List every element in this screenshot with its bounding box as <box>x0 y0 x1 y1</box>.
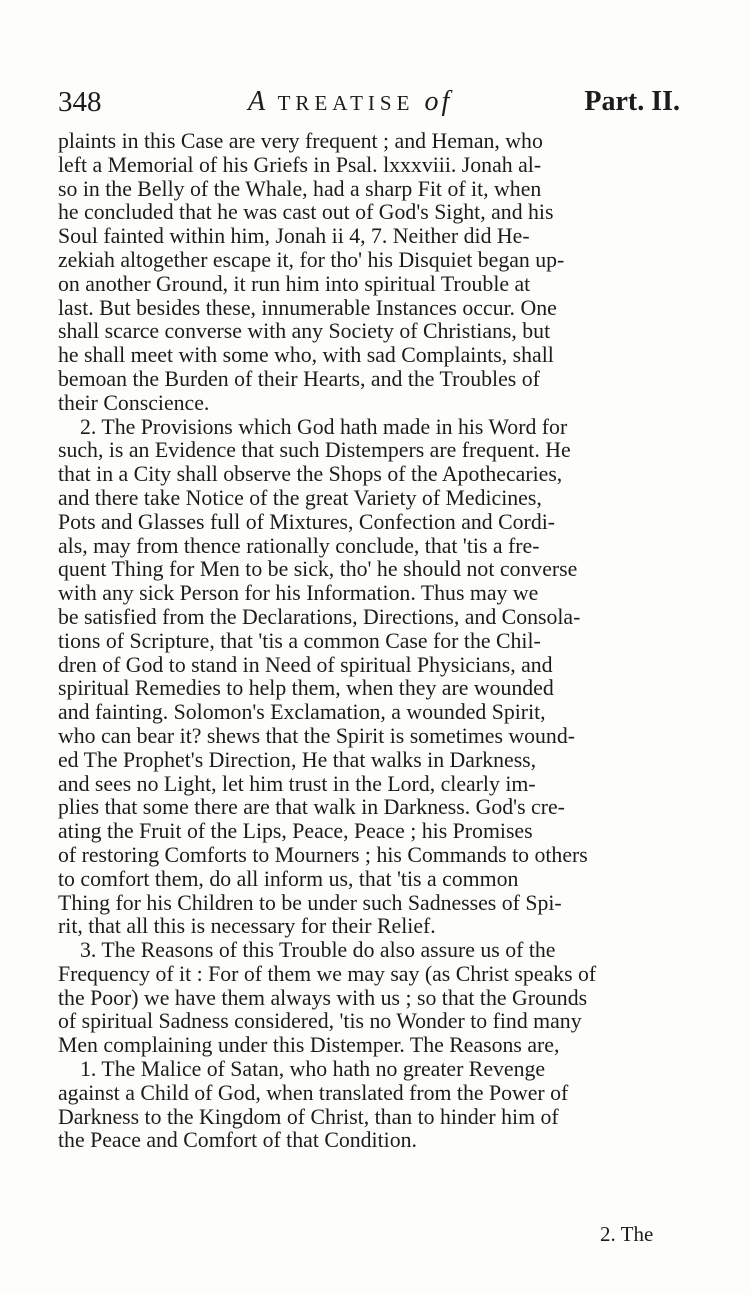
text-line: Frequency of it : For of them we may say (as Christ speaks of <box>58 962 597 986</box>
running-title <box>248 86 452 118</box>
text-line: 2. The Provisions which God hath made in his Word for <box>80 415 568 439</box>
text-line: shall scarce converse with any Society of Christians, but <box>58 320 551 344</box>
text-line: he concluded that he was cast out of God's Sight, and his <box>58 201 554 225</box>
text-line: last. But besides these, innumerable Instances occur. One <box>58 296 557 320</box>
text-line: of restoring Comforts to Mourners ; his Commands to others <box>58 843 588 867</box>
page-number: 348 <box>58 86 102 118</box>
text-line: so in the Belly of the Whale, had a sharp Fit of it, when <box>58 177 542 201</box>
text-line: bemoan the Burden of their Hearts, and the Troubles of <box>58 367 540 391</box>
title-initial: A <box>248 86 268 117</box>
text-line: plaints in this Case are very frequent ; and Heman, who <box>58 130 543 153</box>
text-line: who can bear it? shews that the Spirit is sometimes wound- <box>58 724 575 748</box>
text-line: the Peace and Comfort of that Condition. <box>58 1129 417 1153</box>
text-line: dren of God to stand in Need of spiritual Physicians, and <box>58 653 553 677</box>
text-line: Soul fainted within him, Jonah ii 4, 7. Neither did He- <box>58 225 530 249</box>
text-line: als, may from thence rationally conclude, that 'tis a fre- <box>58 534 540 558</box>
title-word: TREATISE <box>277 91 415 115</box>
text-line: quent Thing for Men to be sick, tho' he should not converse <box>58 558 578 582</box>
text-line: and there take Notice of the great Variety of Medicines, <box>58 486 542 510</box>
text-line: 3. The Reasons of this Trouble do also assure us of the <box>80 939 556 963</box>
body-text <box>58 130 682 1153</box>
text-line: Thing for his Children to be under such Sadnesses of Spi- <box>58 891 562 915</box>
text-line: ating the Fruit of the Lips, Peace, Peace ; his Promises <box>58 820 533 844</box>
catchword: 2. The <box>600 1222 654 1246</box>
text-line: the Poor) we have them always with us ; so that the Grounds <box>58 986 588 1010</box>
text-line: of spiritual Sadness considered, 'tis no Wonder to find many <box>58 1010 582 1034</box>
text-line: Pots and Glasses full of Mixtures, Confection and Cordi- <box>58 510 556 534</box>
text-line: against a Child of God, when translated from the Power of <box>58 1081 569 1105</box>
text-line: with any sick Person for his Information. Thus may we <box>58 582 539 606</box>
text-line: and fainting. Solomon's Exclamation, a wounded Spirit, <box>58 701 546 725</box>
text-line: tions of Scripture, that 'tis a common Case for the Chil- <box>58 629 541 653</box>
text-line: rit, that all this is necessary for their Relief. <box>58 915 436 939</box>
text-line: plies that some there are that walk in Darkness. God's cre- <box>58 796 565 820</box>
text-line: their Conscience. <box>58 391 210 415</box>
part-label: Part. II. <box>584 86 680 117</box>
page-header <box>58 86 680 126</box>
text-line: that in a City shall observe the Shops of the Apothecaries, <box>58 463 563 487</box>
text-line: ed The Prophet's Direction, He that walks in Darkness, <box>58 748 537 772</box>
text-line: he shall meet with some who, with sad Complaints, shall <box>58 344 554 368</box>
text-line: 1. The Malice of Satan, who hath no greater Revenge <box>80 1058 546 1082</box>
text-line: and sees no Light, let him trust in the Lord, clearly im- <box>58 772 536 796</box>
text-line: Men complaining under this Distemper. The Reasons are, <box>58 1034 560 1058</box>
text-line: such, is an Evidence that such Distempers are frequent. He <box>58 439 571 463</box>
text-line: be satisfied from the Declarations, Directions, and Consola- <box>58 605 581 629</box>
title-tail: of <box>424 86 453 117</box>
text-line: Darkness to the Kingdom of Christ, than to hinder him of <box>58 1105 559 1129</box>
text-line: zekiah altogether escape it, for tho' his Disquiet began up- <box>58 248 565 272</box>
text-line: to comfort them, do all inform us, that 'tis a common <box>58 867 519 891</box>
text-line: on another Ground, it run him into spiritual Trouble at <box>58 272 531 296</box>
text-line: spiritual Remedies to help them, when they are wounded <box>58 677 554 701</box>
text-line: left a Memorial of his Griefs in Psal. lxxxviii. Jonah al- <box>58 153 542 177</box>
